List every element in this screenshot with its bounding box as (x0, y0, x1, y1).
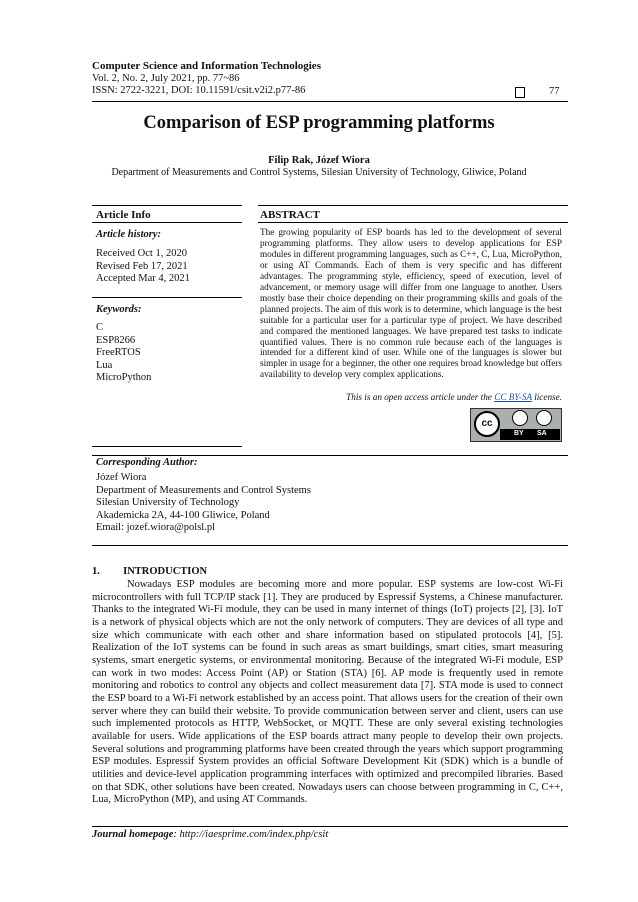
badge-label-strip (500, 429, 560, 440)
article-info-heading: Article Info (96, 209, 151, 221)
corresponding-heading: Corresponding Author: (96, 457, 198, 468)
article-info-top-rule (92, 205, 242, 206)
affiliation: Department of Measurements and Control Systems, Silesian University of Technology, Gliwice, Poland (111, 167, 527, 178)
intro-paragraph: Nowadays ESP modules are becoming more and more popular. ESP systems are low-cost Wi-Fi microcontrollers with full TCP/IP stack [1]. They are produced by Espressif Systems, a Chinese manufacturer. Thanks to the integrated Wi-Fi module, they can be used in many internet of things (IoT) projects [2], [3]. IoT is a network of physical objects which are not the only network of computers. They are devices of all type and size which communicate with each other and share information based on stipulated protocols [4], [5]. Realization of the IoT systems can be found in such areas as smart buildings, smart cities, smart measuring systems, smart energetic systems, or environmental monitoring. Because of the integrated Wi-Fi module, ESP can work in two modes: Access Point (AP) or Station (STA) [6]. AP mode is frequently used in remote monitoring and robotics to control any objects and collect measurement data [7]. STA mode is used to connect the ESP board to a Wi-Fi network established by an access point. That allows users for the creation of their own server where they can build their website. To provide communication between server and client, users can use such implemented protocols as HTTP, WebSocket, or MQTT. These are only several existing technologies available for users. Wide applications of the ESP boards attract many people to develop their own projects. Several solutions and programming platforms have been created through the years which support programming ESP modules. Espressif System provides an official Software Development Kit (SDK) which is a bundle of utilities and device-level application programming interfaces with optimized and precompiled libraries. Based on that SDK, other solutions have been created. Nowadays users can choose between programming in C, C++, Lua, MicroPython (MP), and using AT Commands. (92, 579, 563, 806)
keywords-list (96, 322, 151, 385)
share-alike-icon (536, 410, 552, 426)
keyword-item: MicroPython (96, 372, 152, 384)
keywords-rule (92, 297, 242, 298)
article-info-bottom-rule (92, 446, 242, 447)
homepage-label: Journal homepage (92, 829, 174, 840)
footer-divider (92, 826, 568, 827)
corresponding-dept: Department of Measurements and Control Systems (96, 484, 311, 496)
cc-by-sa-link[interactable]: CC BY-SA (494, 392, 532, 402)
corresponding-details (96, 472, 311, 535)
corresponding-university: Silesian University of Technology (96, 497, 240, 509)
history-revised: Revised Feb 17, 2021 (96, 260, 188, 272)
corresponding-top-rule (92, 455, 568, 456)
license-note (260, 392, 562, 402)
keyword-item: FreeRTOS (96, 347, 141, 359)
abstract-heading: ABSTRACT (260, 209, 320, 221)
keyword-item: C (96, 322, 104, 333)
article-info-rule (92, 222, 242, 223)
corresponding-address: Akademicka 2A, 44-100 Gliwice, Poland (96, 509, 270, 521)
abstract-top-rule (258, 205, 568, 206)
corresponding-name: Józef Wiora (96, 472, 147, 483)
volume-line: Vol. 2, No. 2, July 2021, pp. 77~86 (92, 72, 240, 84)
paper-title: Comparison of ESP programming platforms (143, 113, 495, 133)
page-number: 77 (549, 86, 560, 97)
keyword-item: ESP8266 (96, 334, 136, 346)
license-suffix: license. (531, 392, 562, 402)
abstract-text: The growing popularity of ESP boards has led to the development of several programming platforms. They allow users to develop applications for ESP modules in different programming languages, such as C++, C, Lua, MicroPython, or using AT Commands. Each of them is very specific and has different advantages. The programming style, efficiency, speed of execution, level of advancement, or memory usage will differ from one language to another. Users mostly base their choice depending on their programming skills and goals of the planned projects. The aim of this work is to determine, which language is the best suitable for a particular user for a particular type of project. We have described and compared the mentioned languages. We have prepared test tasks to indicate quantified values. There is no common rule because each of the languages is intended for a different kind of user. While one of the languages is slower but simpler in usage for a beginner, the other one requires broad knowledge but offers availability to develop very complex applications. (260, 227, 562, 380)
intro-title: INTRODUCTION (123, 566, 208, 577)
corresponding-bottom-rule (92, 545, 568, 546)
badge-sa-label: SA (537, 430, 547, 437)
journal-name: Computer Science and Information Technologies (92, 60, 321, 72)
abstract-rule (258, 222, 568, 223)
badge-by-label: BY (514, 430, 524, 437)
intro-heading (92, 566, 207, 577)
issn-line: ISSN: 2722-3221, DOI: 10.11591/csit.v2i2.p77-86 (92, 85, 306, 96)
header-divider (92, 101, 568, 102)
authors: Filip Rak, Józef Wiora (268, 155, 370, 166)
square-icon (515, 87, 525, 98)
journal-homepage (92, 829, 328, 840)
cc-logo-icon: cc (474, 411, 500, 437)
history-list (96, 248, 190, 286)
history-accepted: Accepted Mar 4, 2021 (96, 273, 190, 285)
attribution-icon (512, 410, 528, 426)
history-received: Received Oct 1, 2020 (96, 248, 187, 259)
corresponding-email: Email: jozef.wiora@polsl.pl (96, 522, 216, 534)
license-prefix: This is an open access article under the (346, 392, 495, 402)
homepage-url[interactable]: : http://iaesprime.com/index.php/csit (173, 829, 329, 840)
intro-number: 1. (92, 566, 100, 577)
history-heading: Article history: (96, 229, 162, 240)
journal-header (92, 60, 568, 98)
keyword-item: Lua (96, 359, 113, 371)
keywords-heading: Keywords: (96, 304, 142, 315)
